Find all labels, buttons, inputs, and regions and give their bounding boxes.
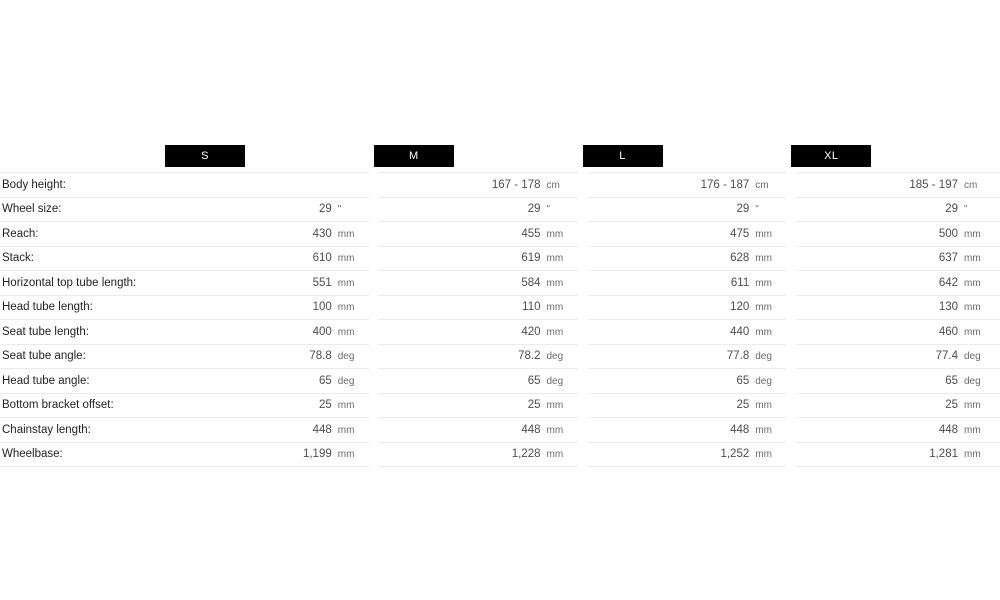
cell-value: 455	[521, 227, 541, 240]
table-cell	[583, 448, 792, 460]
cell-unit: mm	[964, 449, 981, 461]
cell-value: 65	[318, 374, 332, 387]
cell-value: 610	[312, 252, 332, 265]
cell-unit: "	[755, 204, 759, 216]
size-header-cell-xl	[791, 145, 1000, 167]
table-cell	[374, 228, 583, 240]
cell-unit: mm	[546, 277, 564, 289]
row-label: Seat tube length:	[2, 325, 89, 338]
table-cell	[791, 326, 1000, 338]
cell-value: 400	[312, 325, 332, 338]
cell-value: 448	[521, 423, 541, 436]
cell-unit: mm	[337, 277, 355, 289]
cell-value: 440	[730, 325, 750, 338]
table-cell	[583, 326, 792, 338]
cell-value: 1,252	[720, 448, 750, 461]
table-row	[0, 320, 1000, 345]
table-cell	[583, 277, 792, 289]
table-cell	[374, 301, 583, 313]
table-cell	[791, 448, 1000, 460]
table-cell	[583, 228, 792, 240]
cell-value: 29	[318, 203, 332, 216]
row-label: Wheel size:	[2, 203, 62, 216]
cell-unit: mm	[755, 424, 772, 436]
cell-unit: deg	[337, 375, 355, 387]
cell-value: 25	[945, 399, 958, 412]
cell-value: 176 - 187	[700, 178, 750, 191]
cell-value: 628	[730, 252, 750, 265]
size-chip-m[interactable]: M	[374, 145, 454, 167]
cell-unit: mm	[755, 228, 772, 240]
geometry-table	[0, 140, 1000, 467]
table-cell	[374, 277, 583, 289]
table-cell	[791, 203, 1000, 215]
cell-value: 29	[527, 203, 541, 216]
cell-value: 65	[945, 374, 958, 387]
cell-unit: mm	[546, 449, 564, 461]
cell-value: 551	[312, 276, 332, 289]
cell-unit: mm	[546, 302, 564, 314]
cell-value: 78.2	[518, 350, 541, 363]
table-row	[0, 222, 1000, 247]
cell-value: 100	[312, 301, 332, 314]
cell-value: 430	[312, 227, 332, 240]
table-cell	[165, 326, 374, 338]
cell-unit: cm	[964, 179, 978, 191]
cell-unit: deg	[546, 375, 564, 387]
cell-unit: deg	[546, 351, 564, 363]
cell-unit: "	[546, 204, 551, 216]
table-cell	[583, 301, 792, 313]
table-cell	[165, 399, 374, 411]
cell-unit: mm	[964, 400, 981, 412]
cell-value: 448	[938, 423, 958, 436]
cell-unit: mm	[337, 228, 355, 240]
cell-value: 448	[730, 423, 750, 436]
table-cell	[374, 375, 583, 387]
table-cell	[791, 399, 1000, 411]
cell-value: 460	[938, 325, 958, 338]
cell-unit: mm	[337, 449, 355, 461]
cell-value: 25	[736, 399, 750, 412]
cell-unit: mm	[337, 302, 355, 314]
cell-value: 65	[527, 374, 541, 387]
table-cell	[583, 252, 792, 264]
size-chip-l[interactable]: L	[583, 145, 663, 167]
table-cell	[791, 228, 1000, 240]
table-cell	[165, 277, 374, 289]
cell-unit: mm	[755, 253, 772, 265]
table-row	[0, 418, 1000, 443]
row-label: Wheelbase:	[2, 448, 63, 461]
cell-unit: mm	[964, 424, 981, 436]
cell-unit: mm	[337, 253, 355, 265]
table-cell	[165, 228, 374, 240]
table-row	[0, 296, 1000, 321]
table-cell	[791, 424, 1000, 436]
geometry-rows	[0, 172, 1000, 467]
cell-unit: deg	[964, 375, 981, 387]
cell-unit: mm	[755, 302, 772, 314]
cell-unit: mm	[337, 400, 355, 412]
size-header-cell-m	[374, 145, 583, 167]
table-cell	[374, 448, 583, 460]
cell-value: 637	[938, 252, 958, 265]
cell-value: 185 - 197	[909, 178, 958, 191]
cell-value: 29	[736, 203, 750, 216]
table-row	[0, 247, 1000, 272]
cell-value: 110	[522, 301, 541, 314]
table-cell	[165, 448, 374, 460]
cell-unit: mm	[546, 253, 564, 265]
table-cell	[791, 179, 1000, 191]
cell-unit: mm	[755, 326, 772, 338]
table-cell	[583, 203, 792, 215]
row-label: Head tube length:	[2, 301, 93, 314]
cell-value: 130	[938, 301, 958, 314]
cell-value: 1,228	[511, 448, 541, 461]
cell-unit: deg	[337, 351, 355, 363]
cell-unit: deg	[755, 351, 772, 363]
table-cell	[791, 252, 1000, 264]
row-label: Body height:	[2, 178, 66, 191]
size-header-cell-s	[165, 145, 374, 167]
table-cell	[165, 203, 374, 215]
cell-unit: mm	[964, 228, 981, 240]
cell-value: 584	[521, 276, 541, 289]
cell-unit: cm	[755, 179, 769, 191]
table-cell	[374, 350, 583, 362]
cell-value: 448	[312, 423, 332, 436]
table-cell	[165, 424, 374, 436]
row-label: Reach:	[2, 227, 39, 240]
cell-value: 475	[730, 227, 750, 240]
cell-unit: deg	[755, 375, 772, 387]
cell-value: 25	[527, 399, 541, 412]
table-cell	[374, 424, 583, 436]
table-cell	[374, 326, 583, 338]
table-cell	[583, 350, 792, 362]
table-cell	[165, 252, 374, 264]
table-row	[0, 443, 1000, 468]
cell-unit: mm	[755, 400, 772, 412]
table-cell	[583, 399, 792, 411]
table-cell	[165, 375, 374, 387]
size-header-cell-l	[583, 145, 792, 167]
table-row	[0, 271, 1000, 296]
cell-value: 1,281	[929, 448, 958, 461]
row-label: Stack:	[2, 252, 34, 265]
table-cell	[791, 350, 1000, 362]
table-row	[0, 198, 1000, 223]
cell-unit: "	[964, 204, 968, 216]
table-cell	[374, 399, 583, 411]
cell-unit: cm	[546, 179, 560, 191]
table-cell	[374, 203, 583, 215]
table-cell	[791, 301, 1000, 313]
cell-value: 642	[938, 276, 958, 289]
cell-value: 500	[938, 227, 958, 240]
cell-unit: mm	[546, 424, 564, 436]
cell-value: 611	[730, 276, 750, 289]
cell-value: 77.8	[726, 350, 750, 363]
size-chip-s[interactable]: S	[165, 145, 245, 167]
size-chip-xl[interactable]: XL	[791, 145, 871, 167]
cell-unit: "	[337, 204, 342, 216]
cell-unit: mm	[546, 400, 564, 412]
cell-unit: mm	[755, 449, 772, 461]
cell-value: 1,199	[302, 448, 332, 461]
row-label: Head tube angle:	[2, 374, 90, 387]
cell-value: 78.8	[309, 350, 332, 363]
table-cell	[791, 375, 1000, 387]
table-cell	[165, 301, 374, 313]
cell-unit: mm	[546, 228, 564, 240]
cell-unit: mm	[755, 277, 772, 289]
cell-unit: mm	[337, 424, 355, 436]
cell-unit: mm	[546, 326, 564, 338]
cell-unit: mm	[964, 277, 981, 289]
row-label: Bottom bracket offset:	[2, 399, 114, 412]
table-row	[0, 394, 1000, 419]
row-label: Seat tube angle:	[2, 350, 86, 363]
table-cell	[374, 252, 583, 264]
cell-value: 25	[318, 399, 332, 412]
cell-unit: mm	[964, 302, 981, 314]
table-cell	[583, 179, 792, 191]
table-cell	[165, 350, 374, 362]
cell-value: 619	[521, 252, 541, 265]
table-row	[0, 369, 1000, 394]
cell-value: 120	[730, 301, 750, 314]
table-cell	[374, 179, 583, 191]
table-cell	[583, 375, 792, 387]
cell-value: 420	[521, 325, 541, 338]
table-cell	[791, 277, 1000, 289]
cell-value: 77.4	[935, 350, 958, 363]
cell-value: 29	[945, 203, 958, 216]
cell-unit: mm	[337, 326, 355, 338]
table-cell	[583, 424, 792, 436]
size-header-row	[0, 140, 1000, 172]
cell-value: 167 - 178	[491, 178, 541, 191]
cell-value: 65	[736, 374, 750, 387]
row-label: Horizontal top tube length:	[2, 276, 137, 289]
row-label: Chainstay length:	[2, 423, 91, 436]
table-row	[0, 345, 1000, 370]
cell-unit: mm	[964, 253, 981, 265]
table-row	[0, 172, 1000, 198]
cell-unit: mm	[964, 326, 981, 338]
cell-unit: deg	[964, 351, 981, 363]
